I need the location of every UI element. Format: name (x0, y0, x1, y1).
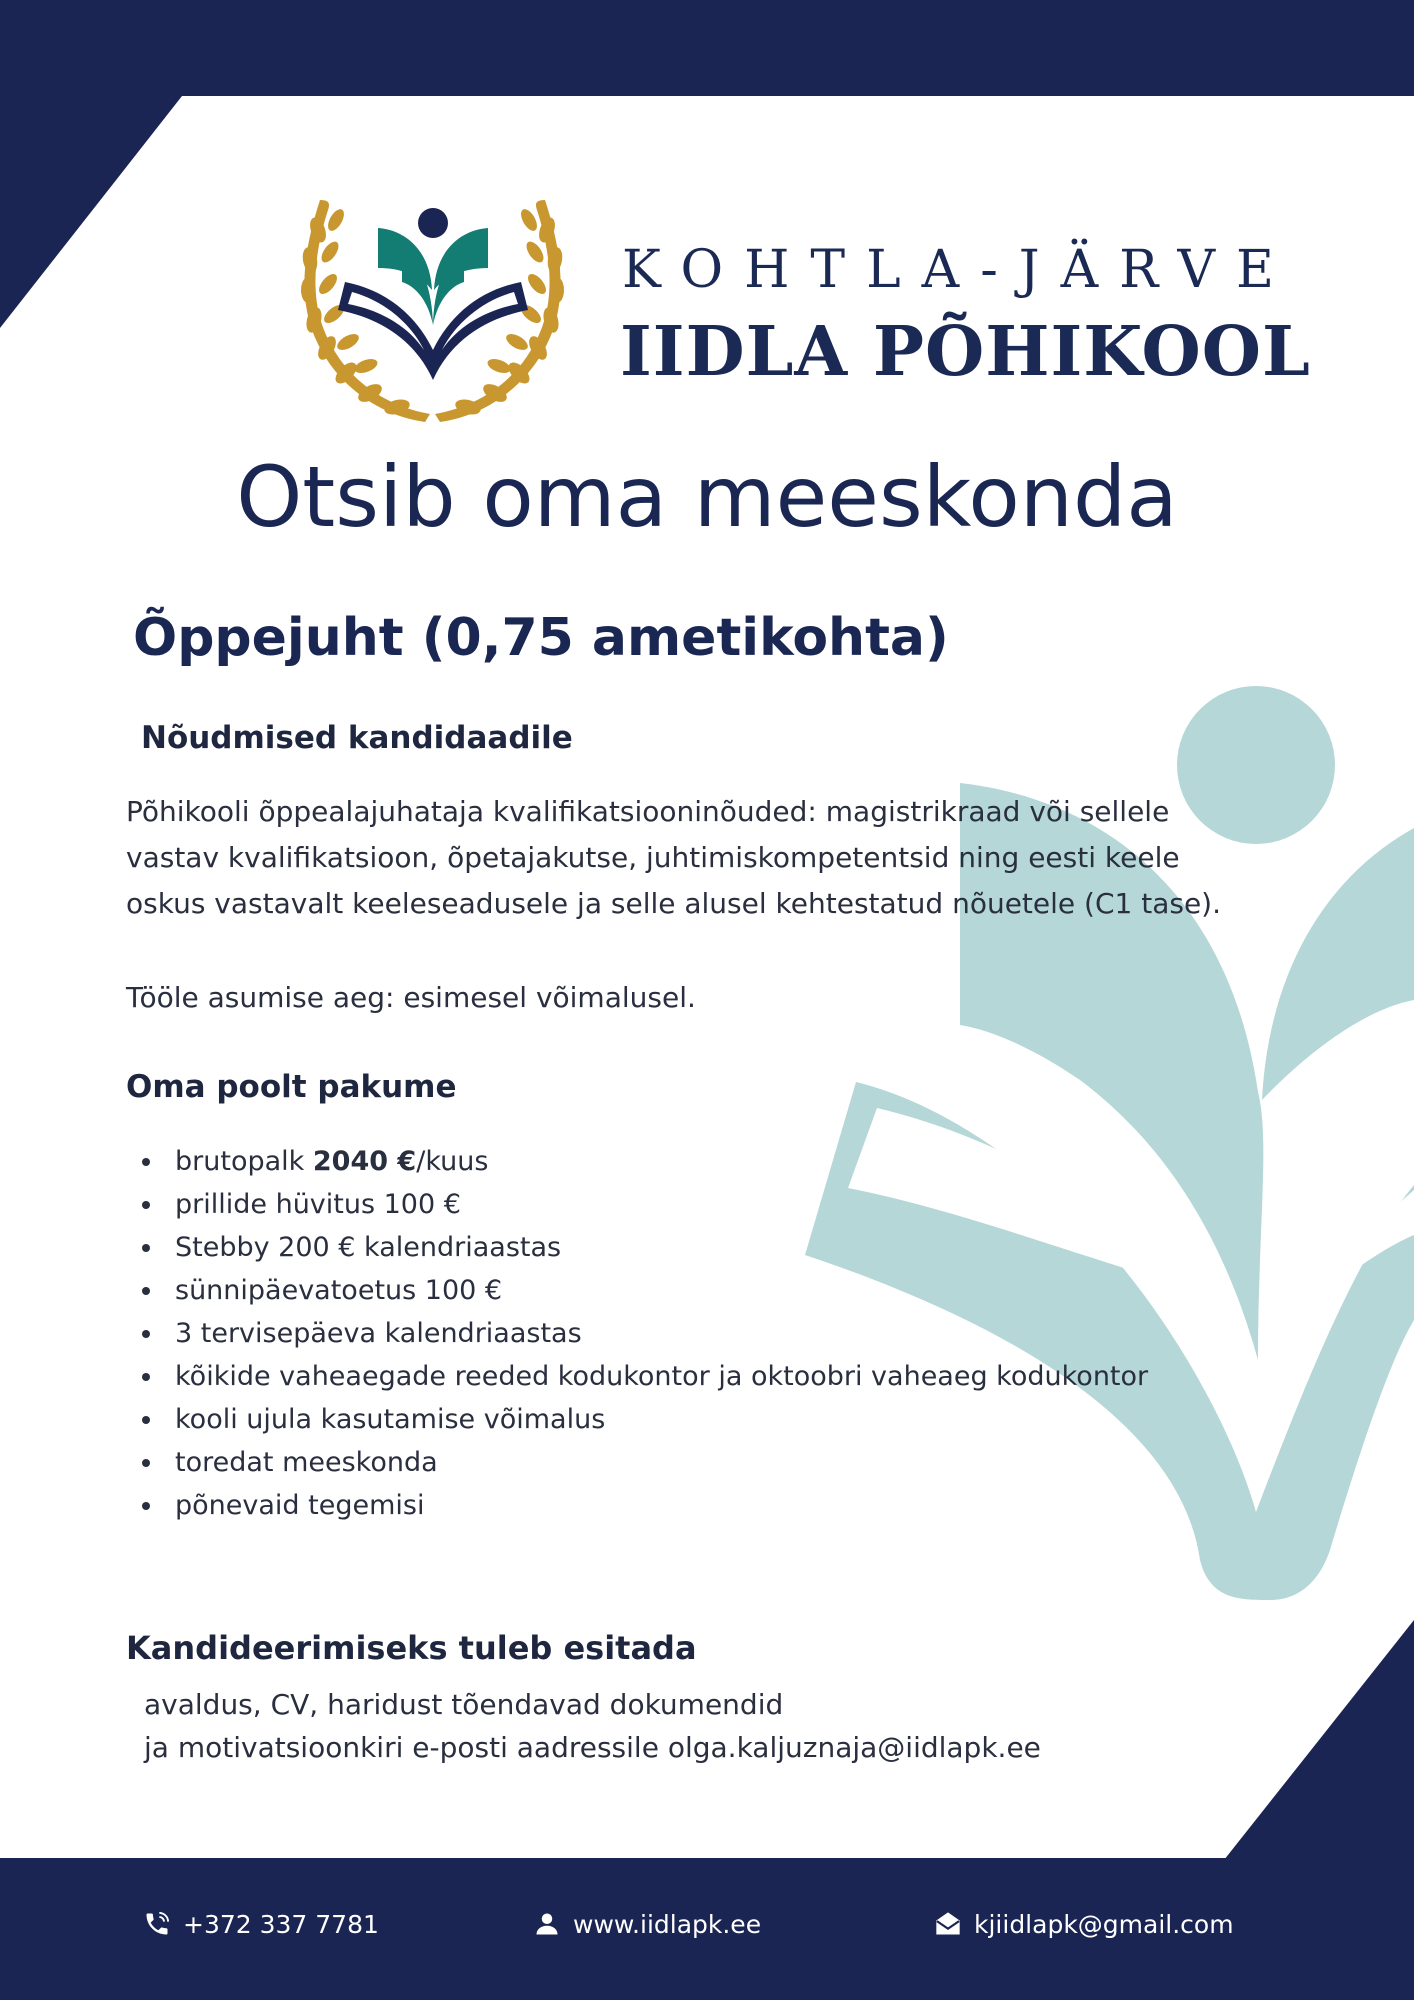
list-item (126, 1140, 1148, 1183)
footer-phone[interactable] (143, 1906, 379, 1942)
list-item-text: kooli ujula kasutamise võimalus (175, 1404, 606, 1435)
top-navy-band (0, 0, 1414, 96)
salary-amount: 2040 € (312, 1146, 417, 1177)
list-item (126, 1312, 1148, 1355)
phone-text: +372 337 7781 (183, 1909, 379, 1939)
list-item-text: põnevaid tegemisi (175, 1490, 425, 1521)
application-line: avaldus, CV, haridust tõendavad dokumendid (144, 1688, 784, 1721)
school-name-line2: IIDLA PÕHIKOOL (620, 312, 1311, 392)
bullet (142, 1287, 150, 1295)
requirements-line: oskus vastavalt keeleseadusele ja selle alusel kehtestatud nõuetele (C1 tase). (126, 887, 1221, 920)
bullet (142, 1373, 150, 1381)
list-item-text: toredat meeskonda (175, 1447, 438, 1478)
footer-email[interactable] (934, 1906, 1234, 1942)
bullet (142, 1459, 150, 1467)
open-book-laurel-logo (290, 190, 580, 435)
bottom-right-corner (1224, 1620, 1414, 1860)
email-text: kjiidlapk@gmail.com (974, 1909, 1234, 1939)
list-item (126, 1441, 1148, 1484)
school-name-line1: KOHTLA-JÄRVE (622, 240, 1295, 300)
offer-heading: Oma poolt pakume (126, 1069, 457, 1105)
bullet (142, 1201, 150, 1209)
application-text (144, 1683, 1041, 1769)
bullet (142, 1158, 150, 1166)
envelope-icon (934, 1910, 962, 1938)
person-icon (533, 1910, 561, 1938)
application-heading: Kandideerimiseks tuleb esitada (126, 1629, 697, 1667)
list-item-text: prillide hüvitus 100 € (175, 1189, 461, 1220)
website-text: www.iidlapk.ee (573, 1909, 762, 1939)
phone-icon (143, 1910, 171, 1938)
job-title: Õppejuht (0,75 ametikohta) (133, 608, 949, 668)
requirements-line: vastav kvalifikatsioon, õpetajakutse, juhtimiskompetentsid ning eesti keele (126, 841, 1180, 874)
list-item (126, 1269, 1148, 1312)
application-line: ja motivatsioonkiri e-posti aadressile olga.kaljuznaja@iidlapk.ee (144, 1731, 1041, 1764)
bullet (142, 1330, 150, 1338)
list-item-text: 3 tervisepäeva kalendriaastas (175, 1318, 582, 1349)
list-item (126, 1398, 1148, 1441)
list-item (126, 1484, 1148, 1527)
list-item (126, 1355, 1148, 1398)
list-item-text: sünnipäevatoetus 100 € (175, 1275, 503, 1306)
list-item-text: kõikide vaheaegade reeded kodukontor ja oktoobri vaheaeg kodukontor (175, 1361, 1149, 1392)
requirements-text (126, 789, 1221, 927)
requirements-line: Põhikooli õppealajuhataja kvalifikatsiooninõuded: magistrikraad või sellele (126, 795, 1170, 828)
salary-prefix: brutopalk (175, 1146, 313, 1177)
salary-suffix: /kuus (416, 1146, 489, 1177)
list-item (126, 1226, 1148, 1269)
bullet (142, 1244, 150, 1252)
bullet (142, 1416, 150, 1424)
list-item (126, 1183, 1148, 1226)
footer-website[interactable] (533, 1906, 761, 1942)
top-left-corner (0, 96, 182, 328)
start-time-text: Tööle asumise aeg: esimesel võimalusel. (126, 981, 696, 1014)
benefits-list (126, 1140, 1148, 1527)
list-item-text: Stebby 200 € kalendriaastas (175, 1232, 562, 1263)
requirements-heading: Nõudmised kandidaadile (141, 720, 573, 756)
headline: Otsib oma meeskonda (236, 448, 1178, 546)
bullet (142, 1502, 150, 1510)
